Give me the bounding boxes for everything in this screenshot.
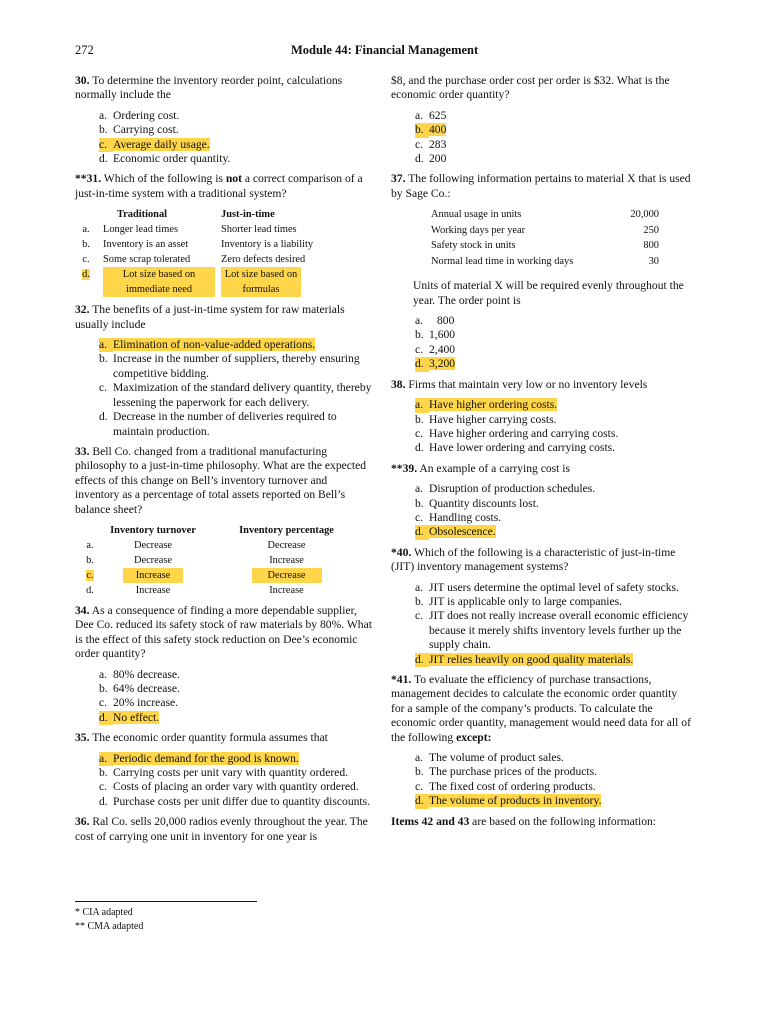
- info-value: 20,000: [630, 209, 659, 221]
- option-text: JIT relies heavily on good quality materials.: [429, 652, 634, 666]
- option-text: Average daily usage.: [113, 137, 210, 151]
- question-text: Which of the following is: [103, 172, 223, 186]
- option-text: Decrease in the number of deliveries required to maintain production.: [113, 410, 337, 438]
- option-text: Have lower ordering and carrying costs.: [429, 441, 616, 455]
- option-letter: a.: [99, 338, 113, 352]
- question-37: [391, 172, 693, 201]
- option-text: Have higher ordering and carrying costs.: [429, 426, 619, 440]
- cell-percentage: Decrease: [252, 568, 322, 583]
- column-header-turnover: Inventory turnover: [110, 524, 196, 536]
- question-emphasis: not: [225, 172, 242, 186]
- question-40: [391, 546, 693, 575]
- option-text: Handling costs.: [429, 510, 502, 524]
- option-d: [415, 152, 693, 166]
- option-c: [415, 511, 693, 525]
- option-letter: a.: [99, 752, 113, 766]
- option-letter: b.: [415, 496, 424, 510]
- option-c: [415, 609, 693, 652]
- question-number: **31.: [75, 172, 102, 186]
- option-letter: c.: [99, 381, 108, 395]
- row-letter: c.: [86, 569, 94, 581]
- option-letter: a.: [415, 108, 424, 122]
- question-number: *40.: [391, 545, 412, 559]
- option-text: Ordering cost.: [113, 108, 180, 122]
- option-text: 283: [429, 137, 447, 151]
- option-c-highlighted: [99, 138, 372, 152]
- info-label: Normal lead time in working days: [431, 255, 574, 267]
- table-row: [75, 538, 372, 553]
- footnote-divider: [75, 901, 257, 902]
- right-column: [391, 74, 693, 835]
- cell-jit: Zero defects desired: [221, 254, 306, 266]
- table-header-row: [75, 523, 372, 538]
- options-34: [75, 668, 372, 726]
- cell-turnover: Increase: [123, 568, 183, 583]
- table-row: [75, 237, 372, 252]
- cell-turnover: Decrease: [133, 554, 173, 566]
- option-b: [415, 497, 693, 511]
- option-text: No effect.: [113, 710, 160, 724]
- option-text: Elimination of non-value-added operations.: [113, 338, 316, 352]
- question-number: 35.: [75, 731, 90, 745]
- option-b: [99, 682, 372, 696]
- option-c: [415, 138, 693, 152]
- question-33: [75, 445, 372, 517]
- question-36-continuation: $8, and the purchase order cost per order is $32. What is the economic order quantity?: [391, 74, 670, 102]
- option-b: [99, 123, 372, 137]
- page-title: Module 44: Financial Management: [291, 43, 479, 57]
- option-letter: d.: [415, 152, 424, 166]
- option-text: The volume of products in inventory.: [429, 794, 602, 808]
- option-text: 200: [429, 152, 447, 166]
- option-text: 800: [437, 314, 455, 328]
- option-text: 20% increase.: [113, 696, 179, 710]
- items-note-text: are based on the following information:: [472, 814, 657, 828]
- cell-percentage: Increase: [269, 554, 304, 566]
- option-letter: c.: [415, 779, 424, 793]
- cell-traditional: Longer lead times: [103, 224, 179, 236]
- table-row: [75, 252, 372, 267]
- option-text: Costs of placing an order vary with quantity ordered.: [113, 780, 359, 794]
- option-letter: b.: [415, 765, 424, 779]
- option-c: [415, 427, 693, 441]
- info-value: 30: [648, 255, 659, 267]
- items-note: [391, 815, 693, 829]
- question-text: The following information pertains to material X that is used by Sage Co.:: [391, 172, 691, 200]
- cell-jit: Lot size based on formulas: [221, 267, 301, 297]
- option-text: JIT is applicable only to large companies.: [429, 594, 623, 608]
- option-a-highlighted: [99, 338, 372, 352]
- option-letter: a.: [415, 314, 424, 328]
- options-36: [391, 109, 693, 167]
- question-number: 36.: [75, 815, 90, 829]
- option-d: [415, 441, 693, 455]
- option-letter: a.: [415, 751, 424, 765]
- question-number: **39.: [391, 461, 418, 475]
- option-letter: c.: [415, 137, 424, 151]
- option-text: Quantity discounts lost.: [429, 496, 539, 510]
- option-text: Carrying cost.: [113, 123, 179, 137]
- option-letter: c.: [415, 426, 424, 440]
- question-text: To evaluate the efficiency of purchase transactions, management decides to calculate the economic order quantity for a sample of the company’s products. To calculate the economic order quantity, management would need data for all of the following: [391, 673, 691, 744]
- comparison-table-31: [75, 207, 372, 297]
- options-37: [391, 314, 693, 372]
- option-letter: a.: [415, 580, 424, 594]
- option-text: The fixed cost of ordering products.: [429, 779, 596, 793]
- question-35: [75, 731, 372, 745]
- option-a-highlighted: [415, 398, 693, 412]
- option-c: [99, 780, 372, 794]
- option-letter: c.: [99, 780, 108, 794]
- question-text-cont: a correct comparison of a just-in-time system with a traditional system?: [75, 172, 363, 200]
- cell-jit: Inventory is a liability: [221, 239, 314, 251]
- option-text: Periodic demand for the good is known.: [113, 751, 299, 765]
- question-text: Firms that maintain very low or no inventory levels: [408, 377, 648, 391]
- question-text: Bell Co. changed from a traditional manufacturing philosophy to a just-in-time philosophy. What are the expected effects of this change on Bell’s inventory turnover and inventory as a percentage of total assets reported on Bell’s balance sheet?: [75, 444, 367, 516]
- question-text: Which of the following is a characteristic of just-in-time (JIT) inventory management systems?: [391, 545, 676, 574]
- question-37-text2: Units of material X will be required evenly throughout the year. The order point is: [413, 279, 684, 307]
- footnote-cia: * CIA adapted: [75, 907, 133, 918]
- question-36: [75, 815, 372, 844]
- option-b: [99, 766, 372, 780]
- options-40: [391, 581, 693, 667]
- option-b: [415, 328, 693, 342]
- option-text: Carrying costs per unit vary with quantity ordered.: [113, 766, 349, 779]
- question-number: 38.: [391, 377, 406, 391]
- option-letter: b.: [99, 352, 108, 366]
- option-text: 1,600: [429, 328, 456, 342]
- question-38: [391, 378, 693, 392]
- items-note-bold: Items 42 and 43: [391, 814, 470, 828]
- cell-jit: Shorter lead times: [221, 224, 297, 236]
- option-text: Economic order quantity.: [113, 152, 231, 166]
- option-a: [415, 751, 693, 765]
- table-header-row: [75, 207, 372, 222]
- question-31: [75, 172, 372, 201]
- option-text: Have higher ordering costs.: [429, 398, 558, 412]
- footnote-cma: ** CMA adapted: [75, 921, 144, 932]
- option-text: JIT does not really increase overall economic efficiency because it merely shifts inventory levels further up the supply chain.: [429, 609, 689, 652]
- option-letter: a.: [99, 108, 108, 122]
- option-letter: c.: [415, 342, 424, 356]
- option-text: Have higher carrying costs.: [429, 412, 557, 426]
- option-c: [415, 780, 693, 794]
- option-letter: d.: [415, 525, 429, 539]
- options-30: [75, 109, 372, 167]
- info-label: Safety stock in units: [431, 240, 516, 252]
- info-label: Annual usage in units: [431, 209, 522, 221]
- cell-percentage: Decrease: [267, 539, 306, 551]
- option-letter: d.: [99, 794, 108, 808]
- option-text: 64% decrease.: [113, 681, 180, 695]
- option-d: [99, 152, 372, 166]
- option-letter: a.: [415, 482, 424, 496]
- option-c: [99, 381, 372, 410]
- option-letter: d.: [99, 152, 108, 166]
- option-d-highlighted: [99, 711, 372, 725]
- question-number: 33.: [75, 444, 90, 458]
- option-b-highlighted: [415, 123, 693, 137]
- option-text: Purchase costs per unit differ due to quantity discounts.: [113, 794, 371, 808]
- options-39: [391, 482, 693, 540]
- question-text: To determine the inventory reorder point, calculations normally include the: [75, 74, 343, 102]
- row-letter: c.: [82, 254, 90, 266]
- question-text: The benefits of a just-in-time system for raw materials usually include: [75, 303, 345, 331]
- question-39: [391, 462, 693, 476]
- cell-traditional: Inventory is an asset: [103, 239, 189, 251]
- question-32: [75, 303, 372, 332]
- row-letter: a.: [86, 539, 94, 551]
- option-text: 80% decrease.: [113, 667, 180, 681]
- info-table-37: [431, 207, 659, 269]
- option-text: 3,200: [429, 357, 456, 371]
- question-text: An example of a carrying cost is: [419, 461, 571, 475]
- row-letter: a.: [82, 224, 90, 236]
- option-text: 625: [429, 108, 447, 122]
- question-text: The economic order quantity formula assumes that: [92, 731, 328, 745]
- option-letter: b.: [415, 328, 424, 342]
- option-a: [415, 109, 693, 123]
- option-letter: c.: [99, 138, 113, 152]
- option-text: Disruption of production schedules.: [429, 482, 596, 496]
- option-letter: d.: [415, 653, 429, 667]
- column-header-traditional: Traditional: [117, 209, 168, 221]
- question-number: 30.: [75, 74, 90, 87]
- option-letter: b.: [415, 594, 424, 608]
- option-c: [99, 696, 372, 710]
- question-text: As a consequence of finding a more dependable supplier, Dee Co. reduced its safety stock of raw materials by 80%. What is the effect of this safety stock reduction on Dee’s economic order quantity?: [75, 603, 372, 661]
- option-letter: d.: [415, 357, 429, 371]
- option-a: [415, 581, 693, 595]
- option-b: [415, 413, 693, 427]
- info-value: 250: [643, 224, 659, 236]
- row-letter: d.: [86, 584, 94, 596]
- options-41: [391, 751, 693, 809]
- option-letter: d.: [99, 410, 108, 424]
- option-d: [99, 410, 372, 439]
- options-35: [75, 752, 372, 810]
- option-letter: b.: [415, 412, 424, 426]
- info-label: Working days per year: [431, 224, 526, 236]
- cell-turnover: Increase: [135, 584, 171, 596]
- option-c: [415, 343, 693, 357]
- option-text: 2,400: [429, 342, 456, 356]
- question-number: 37.: [391, 172, 406, 186]
- option-letter: b.: [99, 123, 108, 137]
- option-b: [415, 595, 693, 609]
- option-letter: a.: [415, 398, 429, 412]
- option-text: The purchase prices of the products.: [429, 765, 598, 779]
- row-letter: d.: [82, 269, 90, 281]
- option-letter: b.: [99, 681, 108, 695]
- option-letter: b.: [99, 766, 108, 779]
- option-a: [99, 668, 372, 682]
- option-text: The volume of product sales.: [429, 751, 564, 765]
- question-number: 32.: [75, 303, 90, 317]
- question-text: Ral Co. sells 20,000 radios evenly throughout the year. The cost of carrying one unit in inventory for one year is: [75, 815, 368, 843]
- option-text: JIT users determine the optimal level of safety stocks.: [429, 580, 679, 594]
- cell-traditional: Lot size based on immediate need: [103, 267, 215, 297]
- option-text: Increase in the number of suppliers, thereby ensuring competitive bidding.: [113, 352, 360, 380]
- option-letter: c.: [99, 696, 108, 710]
- column-header-jit: Just-in-time: [221, 209, 275, 221]
- table-row: [431, 223, 659, 239]
- option-letter: d.: [415, 794, 429, 808]
- table-row: [75, 583, 372, 598]
- option-b: [415, 765, 693, 779]
- question-34: [75, 604, 372, 662]
- option-letter: d.: [99, 711, 113, 725]
- option-text: Obsolescence.: [429, 525, 496, 539]
- left-column: [75, 74, 372, 850]
- option-d-highlighted: [415, 525, 693, 539]
- column-header-percentage: Inventory percentage: [239, 524, 334, 536]
- table-row: [431, 254, 659, 270]
- option-letter: c.: [415, 609, 424, 623]
- table-row: [431, 238, 659, 254]
- option-a: [99, 109, 372, 123]
- option-letter: d.: [415, 441, 424, 455]
- cell-percentage: Increase: [269, 584, 304, 596]
- row-letter: b.: [82, 239, 90, 251]
- option-a: [415, 482, 693, 496]
- option-letter: c.: [415, 510, 424, 524]
- option-letter: a.: [99, 667, 108, 681]
- question-number: 34.: [75, 603, 90, 617]
- option-a-highlighted: [99, 752, 372, 766]
- cell-turnover: Decrease: [133, 539, 173, 551]
- option-letter: b.: [415, 123, 429, 137]
- page-number: 272: [75, 43, 94, 57]
- options-32: [75, 338, 372, 439]
- option-d-highlighted: [415, 653, 693, 667]
- question-41: [391, 673, 693, 745]
- table-row-highlighted: [75, 568, 372, 583]
- table-row-highlighted: [75, 267, 372, 297]
- table-row: [75, 222, 372, 237]
- table-row: [431, 207, 659, 223]
- table-row: [75, 553, 372, 568]
- option-d-highlighted: [415, 794, 693, 808]
- options-38: [391, 398, 693, 456]
- info-value: 800: [643, 240, 659, 252]
- option-text: 400: [429, 123, 447, 137]
- option-a: [415, 314, 693, 328]
- question-30: [75, 74, 372, 103]
- option-text: Maximization of the standard delivery quantity, thereby lessening the paperwork for each delivery.: [113, 381, 372, 409]
- option-d-highlighted: [415, 357, 693, 371]
- question-number: *41.: [391, 673, 412, 686]
- option-d: [99, 795, 372, 809]
- effects-table-33: [75, 523, 372, 598]
- option-b: [99, 352, 372, 381]
- cell-traditional: Some scrap tolerated: [103, 254, 191, 266]
- row-letter: b.: [86, 554, 94, 566]
- question-emphasis: except:: [456, 730, 492, 744]
